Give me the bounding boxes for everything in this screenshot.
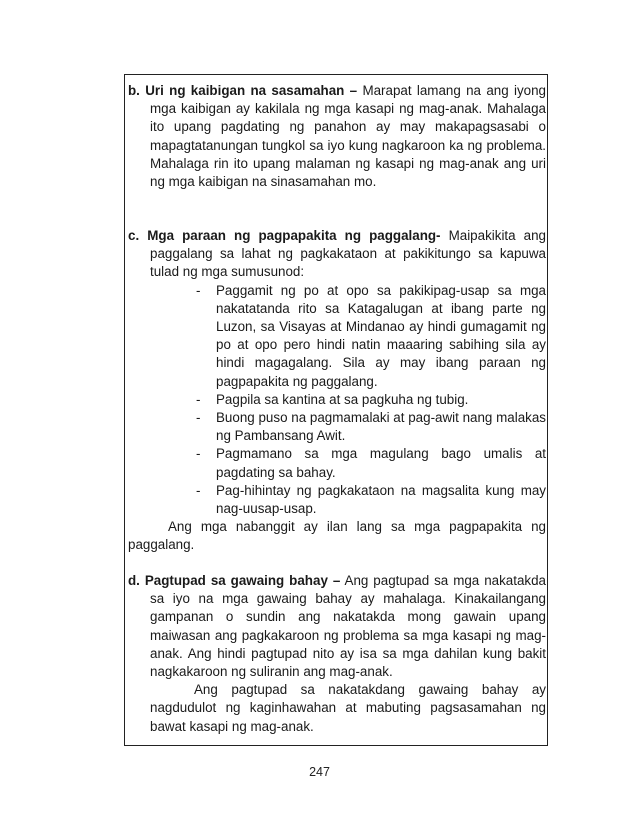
list-item: - Buong puso na pagmamalaki at pag-awit nang malakas ng Pambansang Awit. [196,410,546,444]
section-b-paragraph [128,82,546,191]
section-b [128,82,546,191]
list-item: - Pagmamano sa mga magulang bago umalis at pagdating sa bahay. [196,446,546,480]
list-item: - Pagpila sa kantina at sa pagkuha ng tubig. [194,391,546,409]
section-b-text: Marapat lamang na ang iyong mga kaibigan ay kakilala ng mga kasapi ng mag-anak. Mahalaga ito upang pagdating ng panahon ay may makapagsasabi o mapagtatanungan tungkol sa iyo kung nagkaroon ka ng problema. Mahalaga rin ito upang malaman ng kasapi ng mag-anak ang uri ng mga kaibigan na sinasamahan mo. [150,83,546,190]
section-c-paragraph [128,227,546,282]
list-item-dash: - [196,282,201,298]
section-c-text: Maipakikita ang paggalang sa lahat ng pagkakataon at pakikitungo sa kapuwa tulad ng mga sumusunod: [150,228,546,280]
list-item-dash: - [196,391,201,407]
section-c [128,227,546,555]
list-item-dash: - [196,482,201,498]
section-c-closing: Ang mga nabanggit ay ilan lang sa mga pagpapakita ng paggalang. [128,519,546,553]
section-b-heading: b. Uri ng kaibigan na sasamahan – [128,83,358,98]
section-c-heading: c. Mga paraan ng pagpapakita ng paggalang- [128,228,441,243]
section-d-paragraph-2: Ang pagtupad sa nakatakdang gawaing bahay ay nagdudulot ng kaginhawahan at mabuting pagsasamahan ng bawat kasapi ng mag-anak. [150,682,546,734]
list-item-dash: - [196,410,201,426]
page-number: 247 [309,765,330,779]
section-d [128,572,546,736]
respect-examples-list [128,282,546,519]
section-d-text: Ang pagtupad sa mga nakatakda sa iyo na mga gawaing bahay ay mahalaga. Kinakailangang gampanan o sundin ang nakatakda mong gawain upang maiwasan ang pagkakaroon ng problema sa mga kasapi ng mag-anak. Ang hindi pagtupad nito ay isa sa mga dahilan kung bakit nagkakaroon ng suliranin ang mag-anak. [150,573,546,680]
list-item-dash: - [196,446,201,462]
list-item: - Paggamit ng po at opo sa pakikipag-usap sa mga nakatatanda rito sa Katagalugan at ibang parte ng Luzon, sa Visayas at Mindanao ay hindi gumagamit ng po at opo pero hindi natin maaaring sabihing sila ay hindi magagalang. Sila ay may ibang paraan ng pagpapakita ng paggalang. [196,282,546,389]
section-d-paragraph [128,572,546,681]
section-d-heading: d. Pagtupad sa gawaing bahay – [128,573,341,588]
list-item: - Pag-hihintay ng pagkakataon na magsalita kung may nag-uusap-usap. [196,482,546,517]
